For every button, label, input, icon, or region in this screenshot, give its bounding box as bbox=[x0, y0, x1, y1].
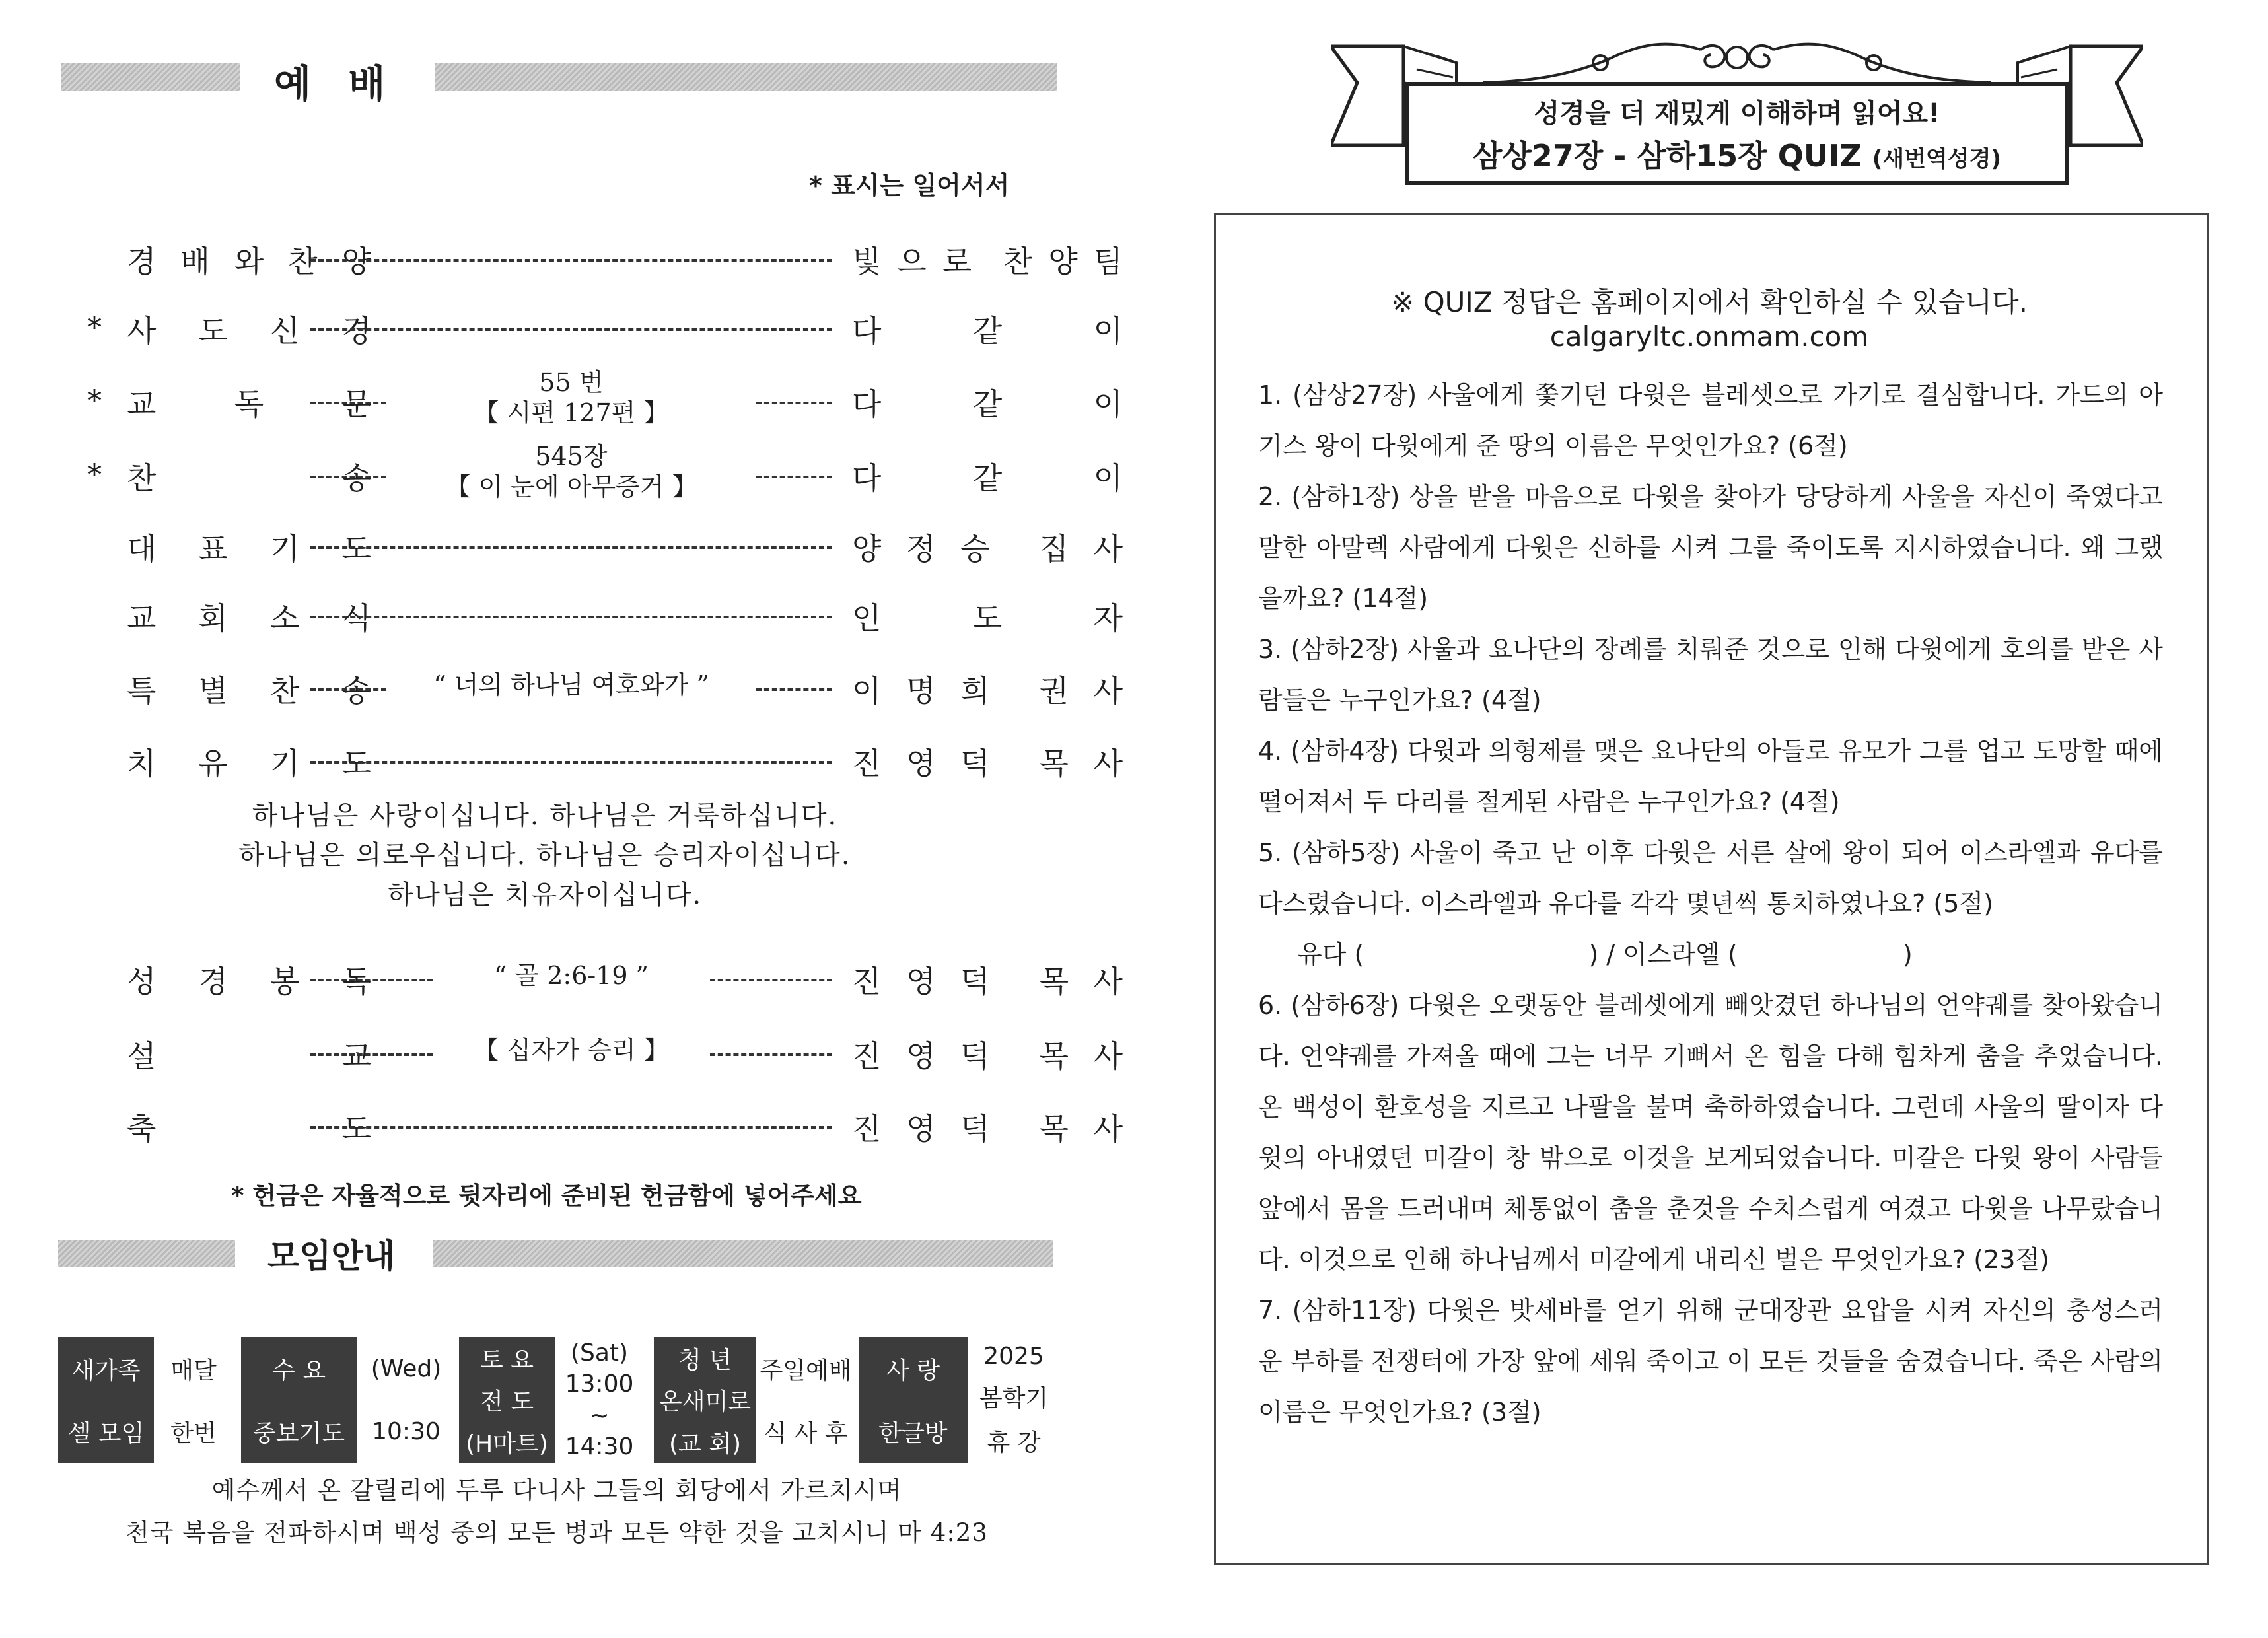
leader-dots bbox=[710, 979, 832, 981]
answer-separator: / bbox=[1606, 940, 1615, 969]
header-bar-left bbox=[61, 63, 240, 91]
leader-dots bbox=[310, 616, 832, 618]
meeting-time-cell: (Sat) 13:00 ~ 14:30 bbox=[565, 1339, 634, 1461]
banner-line-1: 성경을 더 재밌게 이해하며 읽어요! bbox=[1534, 98, 1940, 129]
verse-line: 예수께서 온 갈릴리에 두루 다니사 그들의 회당에서 가르치시며 bbox=[211, 1476, 902, 1505]
website-link[interactable]: calgaryltc.onmam.com bbox=[1549, 320, 1869, 353]
creed-line: 하나님은 치유자이십니다. bbox=[387, 880, 703, 910]
quiz-question-6: 6. (삼하6장) 다윗은 오랫동안 블레셋에게 빼앗겼던 하나님의 언약궤를 찾아왔습니다. 언약궤를 가져올 때에 그는 너무 기뻐서 온 힘을 다해 힘차게 춤을 추었습니다. 온 백성이 환호성을 지르고 나팔을 불며 축하하였습니다. 그런데 사울의 딸이자 다윗의 아내였던 미갈이 창 밖으로 이것을 보게되었습니다. 미갈은 다윗 왕이 사람들 앞에서 몸을 드러내며 체통없이 춤을 춘것을 수치스럽게 여겼고 다윗을 나무랐습니다. 이것으로 인해 하나님께서 미갈에게 내리신 벌은 무엇인가요? (23절) bbox=[1258, 991, 2163, 1274]
worship-item-label: 축 도 bbox=[127, 1111, 371, 1147]
worship-item-leader: 이 명 희 권 사 bbox=[852, 673, 1123, 709]
answer-notice: ※ QUIZ 정답은 홈페이지에서 확인하실 수 있습니다. bbox=[1391, 286, 2028, 318]
worship-item-detail: 545장 【 이 눈에 아무증거 】 bbox=[445, 442, 697, 501]
leader-dots bbox=[310, 1126, 832, 1129]
leader-dots bbox=[310, 979, 433, 981]
worship-item bbox=[87, 368, 1123, 427]
meetings-bar-left bbox=[58, 1240, 235, 1267]
meeting-name-cell: 토 요 전 도 (H마트) bbox=[459, 1337, 555, 1463]
creed-line: 하나님은 사랑이십니다. 하나님은 거룩하십니다. bbox=[252, 801, 838, 831]
banner-quiz-range: 삼상27장 - 삼하15장 QUIZ bbox=[1472, 138, 1862, 174]
leader-dots bbox=[310, 761, 832, 764]
worship-item bbox=[92, 588, 1123, 641]
meetings-title: 모임안내 bbox=[267, 1237, 396, 1275]
offering-note: * 헌금은 자율적으로 뒷자리에 준비된 헌금함에 넣어주세요 bbox=[231, 1182, 862, 1210]
quiz-notice bbox=[1214, 285, 2205, 354]
worship-item bbox=[92, 660, 1123, 713]
quiz-question-5: 5. (삼하5장) 사울이 죽고 난 이후 다윗은 서른 살에 왕이 되어 이스라엘과 유다를 다스렸습니다. 이스라엘과 유다를 각각 몇년씩 통치하였나요? (5절) bbox=[1258, 838, 2163, 918]
meeting-time-cell: 주일예배 식 사 후 bbox=[760, 1357, 852, 1447]
worship-item-label: 교 독 문 bbox=[127, 386, 371, 422]
meeting-name-cell: 수 요 중보기도 bbox=[241, 1337, 357, 1463]
worship-item-label: 찬 송 bbox=[127, 460, 371, 496]
worship-item-leader: 진 영 덕 목 사 bbox=[852, 1111, 1123, 1147]
answer-blanks bbox=[1258, 929, 2163, 980]
worship-item-detail: 【 십자가 승리 】 bbox=[474, 1036, 669, 1065]
worship-item-label: 특 별 찬 송 bbox=[127, 673, 371, 709]
worship-item-label: 사 도 신 경 bbox=[127, 313, 371, 349]
worship-item bbox=[92, 518, 1123, 571]
creed-block bbox=[119, 796, 971, 915]
worship-item bbox=[87, 301, 1123, 353]
quiz-questions bbox=[1258, 370, 2163, 1438]
banner-line-2 bbox=[1407, 132, 2067, 176]
quiz-question-4: 4. (삼하4장) 다윗과 의형제를 맺은 요나단의 아들로 유모가 그를 업고 도망할 때에 떨어져서 두 다리를 절게된 사람은 누구인가요? (4절) bbox=[1258, 736, 2163, 816]
worship-item-leader: 다 같 이 bbox=[852, 313, 1123, 349]
meeting-name-cell: 청 년 온새미로 (교 회) bbox=[654, 1337, 756, 1463]
quiz-question-1: 1. (삼상27장) 사울에게 쫓기던 다윗은 블레셋으로 가기로 결심합니다. 가드의 아기스 왕이 다윗에게 준 땅의 이름은 무엇인가요? (6절) bbox=[1258, 380, 2163, 460]
header-bar-right bbox=[435, 63, 1057, 91]
worship-item-detail: “ 너의 하나님 여호와가 ” bbox=[433, 670, 709, 699]
worship-item-label: 성 경 봉 독 bbox=[127, 964, 371, 999]
standing-note: * 표시는 일어서서 bbox=[809, 171, 1010, 200]
leader-dots bbox=[310, 328, 832, 331]
creed-line: 하나님은 의로우십니다. 하나님은 승리자이십니다. bbox=[238, 840, 851, 871]
worship-item bbox=[92, 951, 1123, 1004]
worship-item-label: 치 유 기 도 bbox=[127, 746, 371, 781]
meeting-time-cell: 매달 한번 bbox=[170, 1357, 217, 1447]
leader-dots bbox=[756, 402, 832, 404]
worship-title: 예 배 bbox=[274, 61, 398, 106]
worship-item-detail: “ 골 2:6-19 ” bbox=[493, 961, 649, 990]
meeting-name-cell: 새가족 셀 모임 bbox=[58, 1337, 154, 1463]
worship-item bbox=[87, 442, 1123, 501]
judah-close: ) bbox=[1588, 940, 1599, 969]
worship-item-label: 설 교 bbox=[127, 1038, 371, 1074]
standing-marker: * bbox=[87, 384, 102, 418]
meetings-bar-right bbox=[433, 1240, 1053, 1267]
worship-item-leader: 빛 으 로 찬 양 팀 bbox=[852, 244, 1123, 279]
verse bbox=[58, 1470, 1055, 1554]
worship-item-detail: 55 번 【 시편 127편 】 bbox=[474, 368, 669, 427]
verse-line: 천국 복음을 전파하시며 백성 중의 모든 병과 모든 약한 것을 고치시니 마 4:23 bbox=[125, 1518, 988, 1547]
worship-item-leader: 다 같 이 bbox=[852, 386, 1123, 422]
worship-item-leader: 진 영 덕 목 사 bbox=[852, 964, 1123, 999]
meeting-time-cell: (Wed) 10:30 bbox=[371, 1355, 442, 1445]
leader-dots bbox=[310, 402, 386, 404]
standing-marker: * bbox=[87, 311, 102, 345]
judah-label: 유다 ( bbox=[1298, 940, 1364, 969]
meeting-name-cell: 사 랑 한글방 bbox=[859, 1337, 968, 1463]
banner-bible-version: (새번역성경) bbox=[1872, 146, 2002, 172]
worship-item-label: 교 회 소 식 bbox=[127, 600, 371, 636]
leader-dots bbox=[310, 259, 832, 262]
quiz-question-2: 2. (삼하1장) 상을 받을 마음으로 다윗을 찾아가 당당하게 사울을 자신이 죽였다고 말한 아말렉 사람에게 다윗은 신하를 시켜 그를 죽이도록 지시하였습니다. 왜 그랬을까요? (14절) bbox=[1258, 482, 2163, 613]
leader-dots bbox=[756, 476, 832, 478]
worship-item-leader: 양 정 승 집 사 bbox=[852, 531, 1123, 567]
worship-item bbox=[92, 1026, 1123, 1079]
worship-item-leader: 다 같 이 bbox=[852, 460, 1123, 496]
worship-item-label: 경 배 와 찬 양 bbox=[127, 244, 371, 279]
worship-item-leader: 인 도 자 bbox=[852, 600, 1123, 636]
leader-dots bbox=[310, 476, 386, 478]
worship-item-leader: 진 영 덕 목 사 bbox=[852, 746, 1123, 781]
quiz-question-3: 3. (삼하2장) 사울과 요나단의 장례를 치뤄준 것으로 인해 다윗에게 호의를 받은 사람들은 누구인가요? (4절) bbox=[1258, 635, 2163, 715]
quiz-question-7: 7. (삼하11장) 다윗은 밧세바를 얻기 위해 군대장관 요압을 시켜 자신의 충성스러운 부하를 전쟁터에 가장 앞에 세워 죽이고 이 모든 것들을 숨겼습니다. 죽은 사람의 이름은 무엇인가요? (3절) bbox=[1258, 1296, 2163, 1427]
worship-item-label: 대 표 기 도 bbox=[127, 531, 371, 567]
leader-dots bbox=[756, 688, 832, 691]
worship-item bbox=[92, 1098, 1123, 1151]
worship-item-leader: 진 영 덕 목 사 bbox=[852, 1038, 1123, 1074]
leader-dots bbox=[710, 1053, 832, 1056]
israel-label: 이스라엘 ( bbox=[1623, 940, 1738, 969]
worship-item bbox=[92, 733, 1123, 786]
standing-marker: * bbox=[87, 458, 102, 492]
meeting-time-cell: 2025 봄학기 휴 강 bbox=[979, 1342, 1049, 1457]
israel-close: ) bbox=[1902, 940, 1913, 969]
leader-dots bbox=[310, 688, 386, 691]
leader-dots bbox=[310, 1053, 433, 1056]
worship-item bbox=[92, 231, 1123, 284]
leader-dots bbox=[310, 546, 832, 549]
